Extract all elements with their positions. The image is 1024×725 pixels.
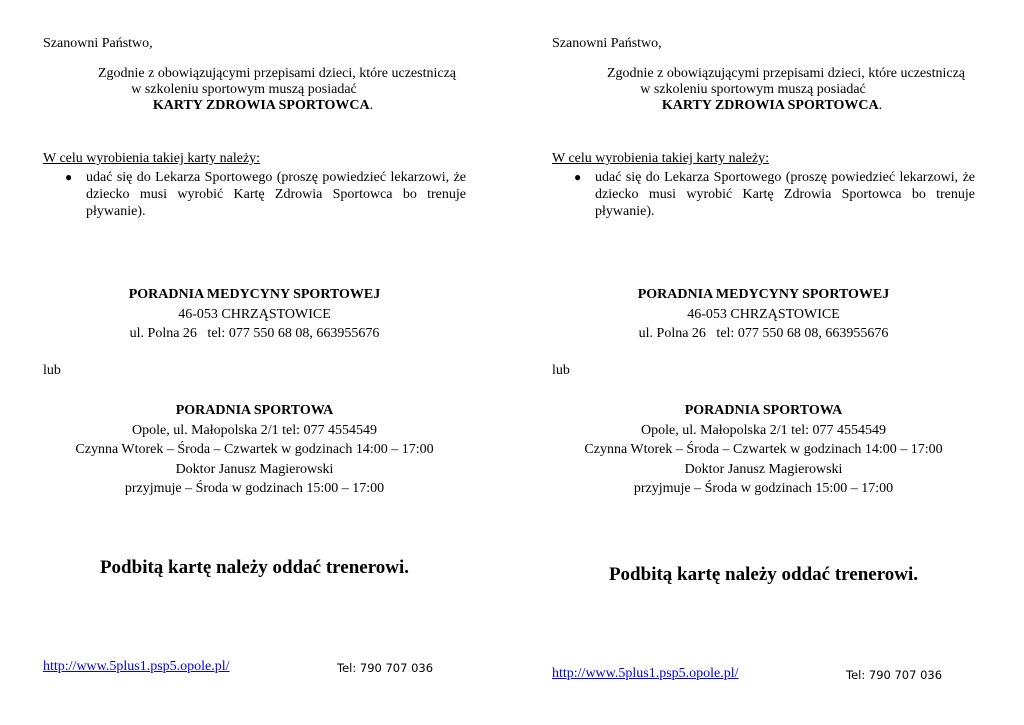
or-text: lub bbox=[43, 363, 61, 378]
clinic-address: Opole, ul. Małopolska 2/1 tel: 077 4554549 bbox=[132, 422, 377, 438]
bullet-text: udać się do Lekarza Sportowego (proszę powiedzieć lekarzowi, że dziecko musi wyrobić Kartę Zdrowia Sportowca bo trenuje pływanie). bbox=[595, 170, 975, 219]
greeting: Szanowni Państwo, bbox=[552, 36, 662, 51]
bullet-icon: ● bbox=[65, 170, 73, 184]
intro-line: Zgodnie z obowiązującymi przepisami dzieci, które uczestniczą bbox=[97, 66, 456, 81]
closing-note: Podbitą kartę należy oddać trenerowi. bbox=[608, 564, 919, 585]
flyer-right bbox=[552, 0, 992, 725]
doctor-hours: przyjmuje – Środa w godzinach 15:00 – 17:00 bbox=[633, 481, 894, 496]
intro-line: w szkoleniu sportowym muszą posiadać bbox=[640, 82, 866, 97]
clinic-city: 46-053 CHRZĄSTOWICE bbox=[687, 306, 840, 322]
bullet-list bbox=[552, 169, 975, 220]
intro-title-line bbox=[552, 98, 992, 114]
clinic-address: Opole, ul. Małopolska 2/1 tel: 077 4554549 bbox=[641, 422, 886, 438]
clinic-hours: Czynna Wtorek – Środa – Czwartek w godzinach 14:00 – 17:00 bbox=[584, 442, 943, 457]
card-title: KARTY ZDROWIA SPORTOWCA bbox=[661, 98, 879, 113]
clinic-address: ul. Polna 26 tel: 077 550 68 08, 663955676 bbox=[129, 326, 380, 341]
clinic-medycyny-sportowej bbox=[43, 285, 466, 344]
or-text: lub bbox=[552, 363, 570, 378]
clinic-doctor: Doktor Janusz Magierowski bbox=[175, 461, 334, 477]
bullet-text: udać się do Lekarza Sportowego (proszę powiedzieć lekarzowi, że dziecko musi wyrobić Kartę Zdrowia Sportowca bo trenuje pływanie). bbox=[86, 170, 466, 219]
bullet-list bbox=[43, 169, 466, 220]
intro-line: Zgodnie z obowiązującymi przepisami dzieci, które uczestniczą bbox=[606, 66, 965, 81]
greeting: Szanowni Państwo, bbox=[43, 36, 153, 51]
intro-paragraph bbox=[552, 66, 992, 114]
intro-paragraph bbox=[43, 66, 483, 114]
clinic-hours: Czynna Wtorek – Środa – Czwartek w godzinach 14:00 – 17:00 bbox=[75, 442, 434, 457]
flyer-left bbox=[43, 0, 483, 725]
howto-heading: W celu wyrobienia takiej karty należy: bbox=[43, 151, 261, 166]
intro-title-line bbox=[43, 98, 483, 114]
clinic-address: ul. Polna 26 tel: 077 550 68 08, 663955676 bbox=[638, 326, 889, 341]
list-item bbox=[552, 169, 975, 220]
list-item bbox=[43, 169, 466, 220]
title-period: . bbox=[878, 98, 883, 113]
clinic-name: PORADNIA SPORTOWA bbox=[175, 403, 334, 418]
clinic-sportowa bbox=[552, 401, 975, 499]
clinic-name: PORADNIA MEDYCYNY SPORTOWEJ bbox=[637, 287, 890, 302]
bullet-icon: ● bbox=[574, 170, 582, 184]
phone-number: Tel: 790 707 036 bbox=[846, 668, 943, 682]
clinic-name: PORADNIA MEDYCYNY SPORTOWEJ bbox=[128, 287, 381, 302]
clinic-city: 46-053 CHRZĄSTOWICE bbox=[178, 306, 331, 322]
closing-note: Podbitą kartę należy oddać trenerowi. bbox=[99, 557, 410, 578]
clinic-name: PORADNIA SPORTOWA bbox=[684, 403, 843, 418]
phone-number: Tel: 790 707 036 bbox=[337, 661, 434, 675]
howto-heading: W celu wyrobienia takiej karty należy: bbox=[552, 151, 770, 166]
clinic-doctor: Doktor Janusz Magierowski bbox=[684, 461, 843, 477]
website-link[interactable]: http://www.5plus1.psp5.opole.pl/ bbox=[552, 666, 739, 681]
doctor-hours: przyjmuje – Środa w godzinach 15:00 – 17:00 bbox=[124, 481, 385, 496]
title-period: . bbox=[369, 98, 374, 113]
card-title: KARTY ZDROWIA SPORTOWCA bbox=[152, 98, 370, 113]
clinic-medycyny-sportowej bbox=[552, 285, 975, 344]
clinic-sportowa bbox=[43, 401, 466, 499]
website-link[interactable]: http://www.5plus1.psp5.opole.pl/ bbox=[43, 659, 230, 674]
intro-line: w szkoleniu sportowym muszą posiadać bbox=[131, 82, 357, 97]
